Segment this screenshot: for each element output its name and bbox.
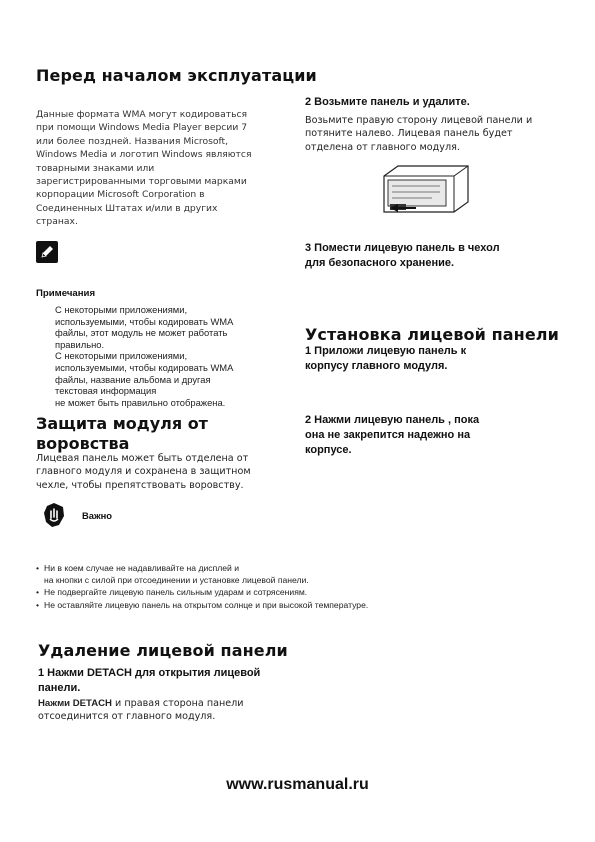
- pencil-note-icon: [36, 241, 58, 263]
- step-line: для безопасного хранение.: [305, 257, 455, 269]
- note-line: используемыми, чтобы кодировать WMA: [55, 315, 234, 327]
- text-line: зарегистрированными торговыми марками: [36, 176, 247, 188]
- text-line: Соединенных Штатах и/или в других: [36, 202, 218, 214]
- step-line: она не закрепится надежно на: [305, 429, 471, 441]
- bold-term: Нажми DETACH: [38, 698, 112, 709]
- note-line: используемыми, чтобы кодировать WMA: [55, 361, 234, 373]
- wma-paragraph: [36, 108, 296, 229]
- warning-item: [36, 599, 456, 611]
- note-line: файлы, этот модуль не может работать: [55, 327, 228, 339]
- text-line: [38, 697, 298, 710]
- note-line: правильно.: [55, 338, 105, 350]
- bullet-marker: •: [36, 563, 40, 573]
- text-line: главного модуля и сохранена в защитном: [36, 466, 251, 478]
- install-step2: [305, 413, 479, 458]
- bullet-marker: •: [36, 587, 40, 598]
- step-line: корпусу главного модуля.: [305, 360, 448, 372]
- heading-line: воровства: [36, 434, 130, 453]
- heading-line: Защита модуля от: [36, 414, 208, 433]
- install-step1: [305, 344, 466, 374]
- step3: [305, 241, 500, 271]
- step-line: 1 Приложи лицевую панель к: [305, 345, 467, 357]
- step-line: 3 Помести лицевую панель в чехол: [305, 242, 500, 254]
- install-heading: Установка лицевой панели: [305, 325, 559, 344]
- removal-step1: [38, 666, 260, 696]
- footer-url: www.rusmanual.ru: [226, 776, 369, 793]
- important-label: Важно: [82, 510, 113, 521]
- text-line: потяните налево. Лицевая панель будет: [305, 128, 513, 140]
- notes-list: [55, 304, 295, 408]
- notes-title: Примечания: [36, 288, 96, 299]
- step2-title: 2 Возьмите панель и удалите.: [305, 96, 470, 108]
- note-line: текстовая информация: [55, 385, 157, 397]
- bullet-marker: •: [36, 599, 40, 610]
- warning-text: Не оставляйте лицевую панель на открытом солнце и при высокой температуре.: [44, 599, 369, 610]
- note-line: С некоторыми приложениями,: [55, 304, 188, 315]
- step2-paragraph: [305, 114, 565, 154]
- text-line: товарными знаками или: [36, 162, 155, 174]
- warning-text: на кнопки с силой при отсоединении и установке лицевой панели.: [44, 575, 309, 586]
- device-detach-illustration: [376, 160, 476, 218]
- removal-paragraph: [38, 697, 298, 724]
- text-line: Лицевая панель может быть отделена от: [36, 453, 249, 464]
- removal-heading: Удаление лицевой панели: [38, 641, 288, 660]
- text-line: странах.: [36, 216, 78, 228]
- text-line: отсоединится от главного модуля.: [38, 711, 216, 723]
- theft-heading: [36, 414, 208, 454]
- note-line: не может быть правильно отображена.: [55, 396, 226, 408]
- step-line: 2 Нажми лицевую панель , пока: [305, 414, 480, 426]
- warning-item: [36, 586, 456, 598]
- text-line: или более поздней. Названия Microsoft,: [36, 135, 229, 147]
- warning-item: [36, 562, 456, 574]
- warning-text: Ни в коем случае не надавливайте на дисплей и: [44, 563, 240, 573]
- note-line: С некоторыми приложениями,: [55, 350, 188, 362]
- step-line: корпусе.: [305, 444, 352, 456]
- note-line: файлы, название альбома и другая: [55, 373, 211, 385]
- text-line: корпорации Microsoft Corporation в: [36, 189, 205, 201]
- page-title: Перед началом эксплуатации: [36, 66, 317, 85]
- text-rest: и правая сторона панели: [112, 698, 244, 709]
- warnings-list: [36, 562, 456, 611]
- text-line: отделена от главного модуля.: [305, 141, 460, 153]
- text-line: Windows Media и логотип Windows являются: [36, 149, 252, 161]
- step-line: 1 Нажми DETACH для открытия лицевой: [38, 667, 261, 679]
- warning-text: Не подвергайте лицевую панель сильным ударам и сотрясениям.: [44, 587, 308, 598]
- step-line: панели.: [38, 682, 81, 694]
- text-line: при помощи Windows Media Player версии 7: [36, 122, 248, 134]
- theft-paragraph: [36, 452, 296, 492]
- text-line: Данные формата WMA могут кодироваться: [36, 109, 248, 120]
- text-line: Возьмите правую сторону лицевой панели и: [305, 115, 533, 126]
- hand-important-icon: [42, 502, 66, 528]
- text-line: чехле, чтобы препятствовать воровству.: [36, 479, 244, 491]
